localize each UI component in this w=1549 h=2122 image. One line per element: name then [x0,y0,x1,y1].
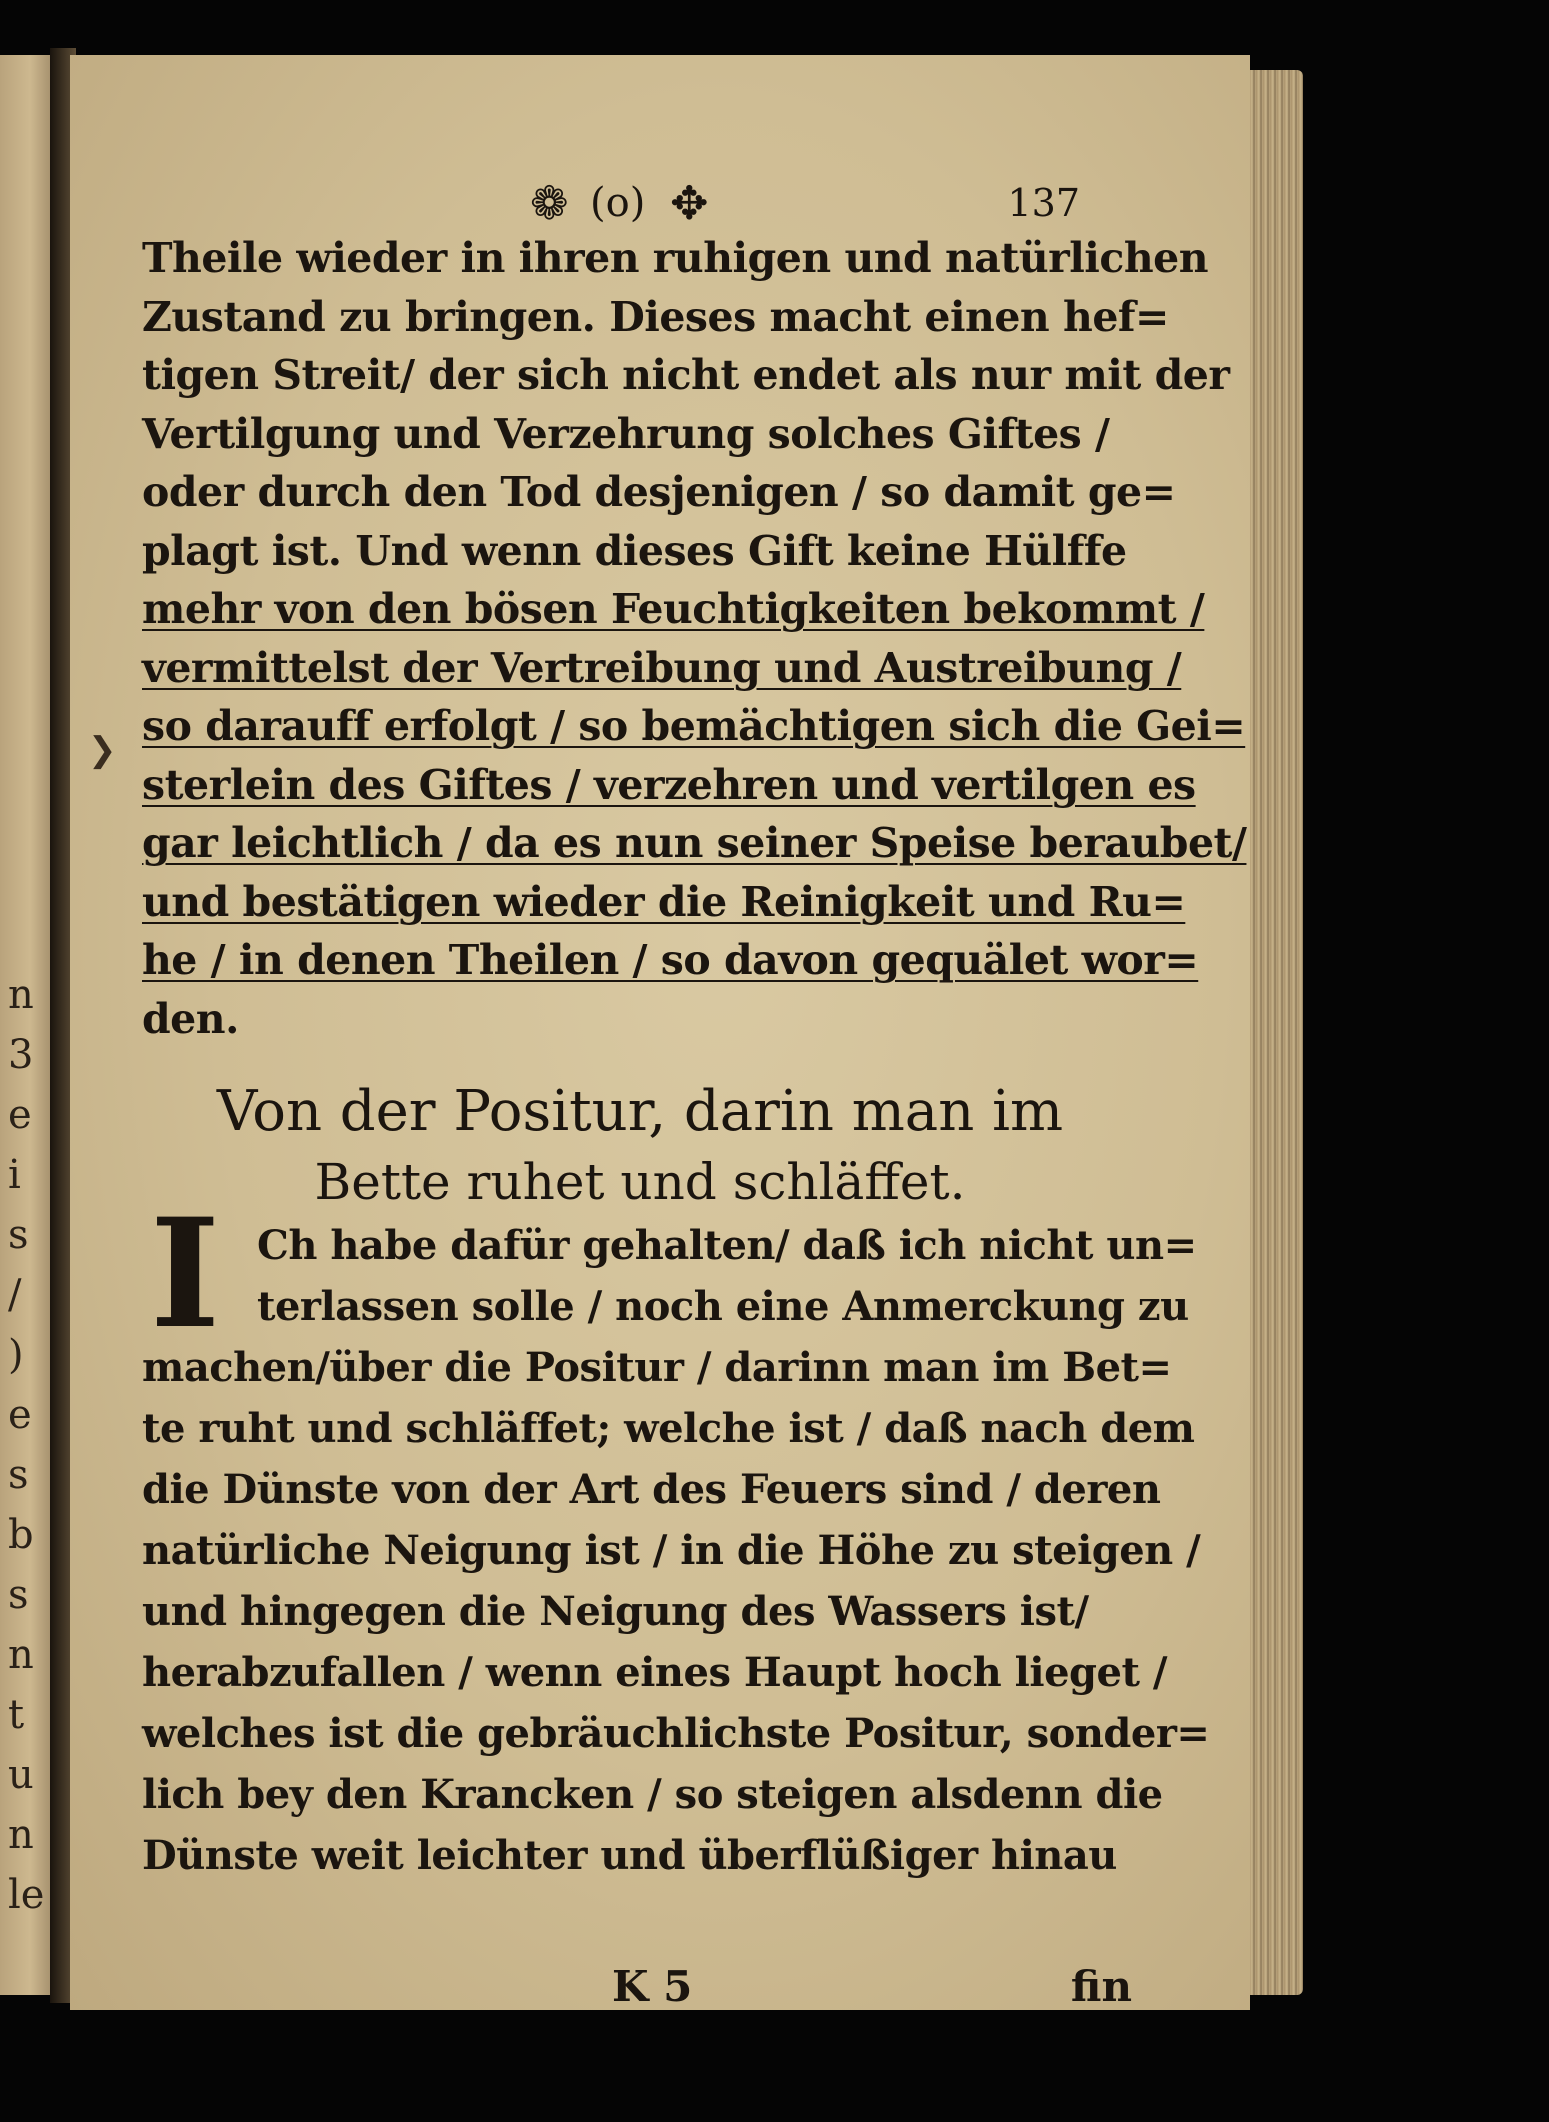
page-footer [142,1957,1132,2017]
text-line: terlassen solle / noch eine Anmerckung zu [257,1283,1189,1330]
heading-line: Bette ruhet und schläffet. [314,1153,966,1211]
text-line: den. [142,994,239,1043]
margin-mark: ❯ [88,730,117,770]
fragment: n [8,972,34,1018]
text-line: Vertilgung und Verzehrung solches Giftes / [142,409,1110,458]
text-line: Dünste weit leichter und überflüßiger hinau [142,1832,1117,1879]
fragment: n [8,1632,34,1678]
text-line: sterlein des Giftes / verzehren und vertilgen es [142,760,1196,809]
fragment: s [8,1212,29,1258]
fragment: / [8,1272,22,1318]
text-line: he / in denen Theilen / so davon gequälet wor= [142,936,1199,984]
section-heading [190,1075,1090,1215]
fragment: 3 [8,1032,34,1078]
ornament-icon: ❁ [530,176,569,230]
ornament-icon: ✥ [670,176,709,230]
text-line: plagt ist. Und wenn dieses Gift keine Hülffe [142,526,1127,575]
text-line: gar leichtlich / da es nun seiner Speise beraubet/ [142,819,1247,867]
text-line: vermittelst der Vertreibung und Austreibung / [142,643,1182,692]
text-line: die Dünste von der Art des Feuers sind / deren [142,1466,1161,1513]
fragment: s [8,1452,29,1498]
text-line: Zustand zu bringen. Dieses macht einen hef= [142,292,1169,341]
paragraph-2 [142,1186,1210,1886]
text-line: natürliche Neigung ist / in die Höhe zu steigen / [142,1527,1201,1574]
text-line: tigen Streit/ der sich nicht endet als nur mit der [142,351,1230,399]
fragment: b [8,1512,34,1558]
fragment: i [8,1152,21,1198]
folio-mark: (o) [590,180,646,226]
text-line: und bestätigen wieder die Reinigkeit und Ru= [142,877,1186,926]
fragment: le [8,1872,45,1918]
text-line: so darauff erfolgt / so bemächtigen sich die Gei= [142,702,1246,750]
fragment: t [8,1692,25,1738]
text-line: Theile wieder in ihren ruhigen und natürlichen [142,234,1209,282]
signature-mark: K 5 [612,1962,693,2011]
page-number: 137 [1007,181,1080,225]
text-line: herabzufallen / wenn eines Haupt hoch lieget / [142,1649,1167,1696]
decorated-initial: I [150,1186,221,1362]
text-line: Ch habe dafür gehalten/ daß ich nicht un= [257,1222,1197,1269]
text-line: lich bey den Krancken / so steigen alsdenn die [142,1771,1163,1818]
left-facing-page [0,55,50,1995]
catchword: fin [1070,1962,1132,2011]
running-header [450,175,1190,231]
book-page [70,55,1250,2010]
text-line: machen/über die Positur / darinn man im Bet= [142,1344,1172,1391]
fragment: ) [8,1332,24,1378]
fragment: s [8,1572,29,1618]
text-line: oder durch den Tod desjenigen / so damit ge= [142,468,1176,516]
fragment: n [8,1812,34,1858]
text-line: und hingegen die Neigung des Wassers ist/ [142,1588,1089,1635]
fragment: e [8,1092,32,1138]
fragment: u [8,1752,34,1798]
text-line: te ruht und schläffet; welche ist / daß nach dem [142,1405,1195,1452]
fragment: e [8,1392,32,1438]
text-line: mehr von den bösen Feuchtigkeiten bekommt / [142,585,1205,633]
heading-line: Von der Positur, darin man im [216,1079,1064,1144]
left-page-fragments [8,972,45,1918]
text-line: welches ist die gebräuchlichste Positur, sonder= [142,1710,1210,1757]
paragraph-1 [142,229,1247,1048]
